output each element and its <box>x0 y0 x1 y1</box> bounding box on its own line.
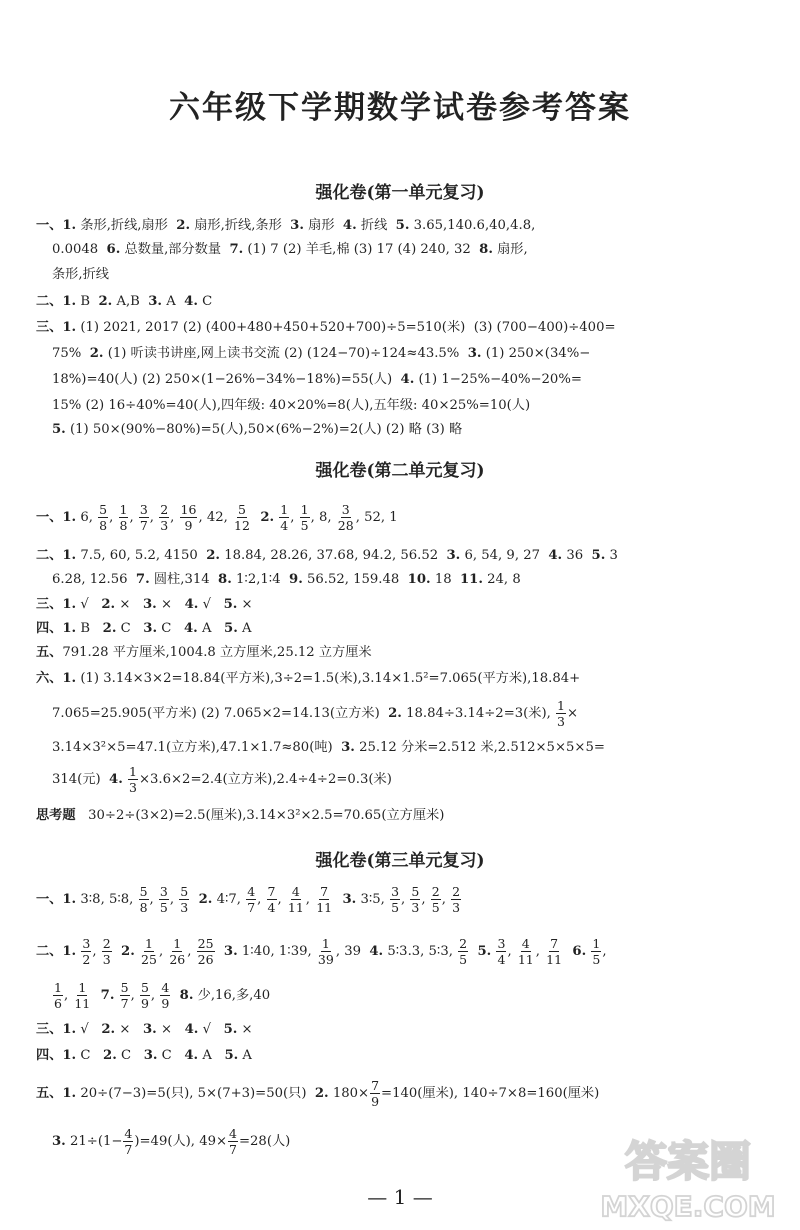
u1-er <box>36 292 212 312</box>
answer-mark: × <box>119 1022 131 1037</box>
num-label: 2. <box>89 346 104 361</box>
answer-text: × <box>566 706 579 721</box>
answer-text: (1) 听读书讲座,网上读书交流 (2) (124−70)÷124≈43.5% <box>107 346 460 361</box>
num-label: 1. <box>62 218 77 233</box>
num-label: 4. <box>109 772 123 787</box>
section-heading-unit-1: 强化卷(第一单元复习) <box>315 183 485 203</box>
num-label: 8. <box>218 572 232 587</box>
answer-text: (3) (700−400)÷400= <box>473 320 616 335</box>
answer-text: 折线 <box>360 218 388 233</box>
num-label: 3. <box>142 1022 157 1037</box>
u2-liu-line-1 <box>36 669 580 689</box>
fraction: $\frac{5}{8}$ <box>99 502 108 533</box>
u2-wu <box>36 643 372 663</box>
num-label: 1. <box>62 1048 77 1063</box>
watermark-text: 答案圈 <box>624 1137 752 1186</box>
num-label: 2. <box>98 294 113 309</box>
answer-text: (1) 250×(34%− <box>485 346 591 361</box>
num-label: 3. <box>446 548 461 563</box>
num-label: 4. <box>342 218 357 233</box>
num-label: 2. <box>103 1048 117 1063</box>
u3-wu-line-1 <box>36 1076 599 1112</box>
fraction: $\frac{1}{4}$ <box>280 502 289 533</box>
num-label: 7. <box>100 988 115 1003</box>
answer-text: =28(人) <box>238 1134 291 1149</box>
fraction: $\frac{7}{11}$ <box>546 936 563 967</box>
answer-mark: × <box>160 1022 173 1037</box>
num-label: 9. <box>289 572 303 587</box>
fraction: $\frac{1}{26}$ <box>169 936 186 967</box>
answer-text: B <box>80 621 91 636</box>
fraction: $\frac{1}{8}$ <box>119 502 128 533</box>
fraction: $\frac{4}{9}$ <box>161 980 170 1011</box>
answer-text: A <box>201 621 212 636</box>
answer-text: 扇形 <box>308 218 335 233</box>
answer-mark: × <box>241 1022 253 1037</box>
num-label: 7. <box>229 242 244 257</box>
item-label: 一、 <box>36 892 63 907</box>
num-label: 4. <box>184 1048 199 1063</box>
answer-text: 扇形, <box>497 242 528 257</box>
answer-text: 56.52, 159.48 <box>307 572 400 587</box>
fraction: $\frac{16}{9}$ <box>180 502 197 533</box>
u2-si <box>36 619 252 639</box>
answer-text: 18 <box>434 572 452 587</box>
num-label: 1. <box>62 320 77 335</box>
u3-san <box>36 1020 253 1040</box>
answer-mark: √ <box>202 1022 211 1037</box>
answer-text: 39 <box>344 944 361 959</box>
fraction: $\frac{5}{9}$ <box>140 980 149 1011</box>
num-label: 2. <box>314 1086 329 1101</box>
num-label: 3. <box>148 294 163 309</box>
page-title: 六年级下学期数学试卷参考答案 <box>169 90 631 126</box>
section-heading-unit-3: 强化卷(第三单元复习) <box>315 851 485 871</box>
fraction: $\frac{2}{5}$ <box>459 936 468 967</box>
answer-text: 圆柱,314 <box>153 572 210 587</box>
num-label: 1. <box>62 1086 77 1101</box>
fraction: $\frac{2}{3}$ <box>452 884 461 915</box>
answer-text: 0.0048 <box>52 242 99 257</box>
answer-text: 5∶3.3, 5∶3, <box>387 944 453 959</box>
fraction: $\frac{1}{5}$ <box>300 502 309 533</box>
page-number: — 1 — <box>367 1185 433 1209</box>
answer-text: B <box>80 294 91 309</box>
answer-text: 8, <box>318 510 332 525</box>
item-label: 五、 <box>36 1086 63 1101</box>
answer-text: 75% <box>52 346 82 361</box>
answer-text: 6, 54, 9, 27 <box>464 548 540 563</box>
num-label: 3. <box>467 346 482 361</box>
num-label: 2. <box>101 1022 116 1037</box>
num-label: 2. <box>206 548 220 563</box>
answer-text: 18%)=40(人) (2) 250×(1−26%−34%−18%)=55(人) <box>52 372 393 387</box>
num-label: 5. <box>395 218 410 233</box>
num-label: 3. <box>290 218 304 233</box>
fraction: $\frac{1}{3}$ <box>129 764 137 795</box>
u3-er-line-2: $\frac{1}{6}$ , $\frac{1}{11}$ 7. $\frac{5}{7}$ , $\frac{5}{9}$ , $\frac{4}{9}$ 8. 少,16,多,40 <box>54 980 271 1011</box>
item-label: 思考题 <box>36 808 76 823</box>
answer-text: 1∶40, 1∶39, <box>241 944 312 959</box>
num-label: 2. <box>260 510 275 525</box>
answer-text: 3.14×3²×5=47.1(立方米),47.1×1.7≈80(吨) <box>52 740 333 755</box>
num-label: 1. <box>62 944 77 959</box>
u2-liu-line-3 <box>52 738 605 758</box>
fraction: $\frac{3}{7}$ <box>139 502 148 533</box>
fraction: $\frac{5}{8}$ <box>139 884 148 915</box>
u2-er-line-2 <box>52 570 521 590</box>
u1-line-3 <box>52 265 109 285</box>
u1-san-line-5 <box>52 420 462 440</box>
fraction: $\frac{4}{7}$ <box>229 1126 237 1157</box>
num-label: 1. <box>62 1022 77 1037</box>
answer-text: 25.12 分米=2.512 米,2.512×5×5×5= <box>359 740 605 755</box>
u1-line-1 <box>36 216 535 236</box>
u2-liu-line-2 <box>52 698 578 730</box>
answer-text: 3∶5, <box>360 892 385 907</box>
answer-text: 3 <box>609 548 618 563</box>
watermark-domain: MXQE.COM <box>600 1190 776 1223</box>
answer-text: )=49(人), 49× <box>134 1134 228 1149</box>
fraction: $\frac{4}{7}$ <box>124 1126 133 1157</box>
answer-text: (1) 50×(90%−80%)=5(人),50×(6%−2%)=2(人) (2) 略 (3) 略 <box>69 422 463 437</box>
num-label: 7. <box>135 572 150 587</box>
fraction: $\frac{2}{3}$ <box>102 936 111 967</box>
fraction: $\frac{2}{3}$ <box>160 502 169 533</box>
num-label: 3. <box>142 597 157 612</box>
fraction: $\frac{1}{6}$ <box>54 980 62 1011</box>
fraction: $\frac{5}{3}$ <box>411 884 420 915</box>
num-label: 1. <box>62 892 77 907</box>
num-label: 5. <box>224 621 238 636</box>
num-label: 8. <box>179 988 194 1003</box>
fraction: $\frac{1}{25}$ <box>141 936 157 967</box>
answer-text: 条形,折线 <box>52 267 109 282</box>
num-label: 5. <box>223 1022 238 1037</box>
num-label: 3. <box>223 944 238 959</box>
answer-text: 30÷2÷(3×2)=2.5(厘米),3.14×3²×2.5=70.65(立方厘米) <box>88 808 445 823</box>
answer-text: 21÷(1− <box>69 1134 123 1149</box>
answer-text: 180× <box>332 1086 370 1101</box>
answer-mark: √ <box>80 1022 89 1037</box>
answer-text: C <box>120 621 131 636</box>
answer-text: 6.28, 12.56 <box>52 572 128 587</box>
answer-text: 6, <box>80 510 93 525</box>
answer-text: C <box>161 1048 172 1063</box>
u2-liu-line-4 <box>52 764 392 796</box>
fraction: $\frac{7}{4}$ <box>267 884 276 915</box>
answer-text: ×3.6×2=2.4(立方米),2.4÷4÷2=0.3(米) <box>138 772 392 787</box>
answer-text: (1) 7 (2) 羊毛,棉 (3) 17 (4) 240, 32 <box>247 242 471 257</box>
num-label: 6. <box>572 944 587 959</box>
num-label: 1. <box>62 294 77 309</box>
num-label: 4. <box>184 597 199 612</box>
fraction: $\frac{4}{7}$ <box>247 884 256 915</box>
u3-yi: 一、1. 3∶8, 5∶8, $\frac{5}{8}$ , $\frac{3}{5}$ , $\frac{5}{3}$ 2. 4∶7, $\frac{4}{7}$ , $\frac{7}{4}$ , $\frac{4}{11}$ , $\frac{7}{11}$ 3. 3∶5, $\frac{3}{5}$ , $\frac{5}{3}$ , $\frac{2}{5}$ , $\frac{2}{3}$ <box>36 884 461 915</box>
u2-san <box>36 595 253 615</box>
answer-text: A,B <box>116 294 140 309</box>
num-label: 2. <box>121 944 135 959</box>
item-label: 五、 <box>36 645 63 660</box>
item-label: 一、 <box>36 218 63 233</box>
answer-text: C <box>80 1048 91 1063</box>
answer-text: 条形,折线,扇形 <box>80 218 168 233</box>
u3-si <box>36 1046 252 1066</box>
fraction: $\frac{4}{11}$ <box>287 884 304 915</box>
u1-san-line-2 <box>52 344 590 364</box>
section-heading-unit-2: 强化卷(第二单元复习) <box>315 461 485 481</box>
answer-mark: √ <box>80 597 89 612</box>
u1-san-line-4 <box>52 396 530 416</box>
u1-line-2 <box>52 240 528 260</box>
answer-text: 36 <box>566 548 584 563</box>
item-label: 三、 <box>36 1022 63 1037</box>
answer-text: A <box>242 621 252 636</box>
answer-text: C <box>202 294 213 309</box>
answer-text: 18.84÷3.14÷2=3(米), <box>406 706 551 721</box>
num-label: 6. <box>106 242 121 257</box>
num-label: 3. <box>341 740 355 755</box>
answer-text: 7.5, 60, 5.2, 4150 <box>80 548 198 563</box>
answer-text: 1∶2,1∶4 <box>236 572 281 587</box>
num-label: 1. <box>62 510 77 525</box>
answer-mark: × <box>160 597 173 612</box>
answer-text: 总数量,部分数量 <box>124 242 222 257</box>
num-label: 1. <box>62 548 77 563</box>
u2-think <box>36 806 444 826</box>
fraction: $\frac{3}{28}$ <box>337 502 354 533</box>
fraction: $\frac{3}{5}$ <box>391 884 400 915</box>
answer-text: =140(厘米), 140÷7×8=160(厘米) <box>381 1086 600 1101</box>
num-label: 5. <box>591 548 606 563</box>
num-label: 4. <box>183 621 198 636</box>
fraction: $\frac{1}{5}$ <box>592 936 601 967</box>
item-label: 三、 <box>36 320 63 335</box>
num-label: 11. <box>460 572 483 587</box>
num-label: 1. <box>62 671 77 686</box>
answer-text: 20÷(7−3)=5(只), 5×(7+3)=50(只) <box>80 1086 307 1101</box>
answer-text: 扇形,折线,条形 <box>194 218 282 233</box>
answer-text: A <box>202 1048 212 1063</box>
answer-text: 791.28 平方厘米,1004.8 立方厘米,25.12 立方厘米 <box>62 645 372 660</box>
fraction: $\frac{3}{2}$ <box>82 936 91 967</box>
answer-text: 18.84, 28.26, 37.68, 94.2, 56.52 <box>224 548 439 563</box>
num-label: 1. <box>62 597 77 612</box>
u3-wu-line-2 <box>52 1124 290 1160</box>
fraction: $\frac{5}{7}$ <box>120 980 129 1011</box>
fraction: $\frac{1}{39}$ <box>317 936 334 967</box>
answer-text: 7.065=25.905(平方米) (2) 7.065×2=14.13(立方米) <box>52 706 380 721</box>
answer-text: 3∶8, 5∶8, <box>80 892 134 907</box>
item-label: 四、 <box>36 621 63 636</box>
answer-text: (1) 1−25%−40%−20%= <box>418 372 582 387</box>
num-label: 10. <box>407 572 431 587</box>
watermark-logo <box>588 1130 788 1226</box>
num-label: 5. <box>223 597 238 612</box>
answer-text: 314(元) <box>52 772 101 787</box>
num-label: 3. <box>143 621 158 636</box>
fraction: $\frac{5}{12}$ <box>234 502 250 533</box>
item-label: 三、 <box>36 597 63 612</box>
u3-er-line-1: 二、1. $\frac{3}{2}$ , $\frac{2}{3}$ 2. $\frac{1}{25}$ , $\frac{1}{26}$ , $\frac{25}{26}$ 3. 1∶40, 1∶39, $\frac{1}{39}$ , 39 4. 5∶3.3, 5∶3, $\frac{2}{5}$ 5. $\frac{3}{4}$ , $\frac{4}{11}$ , $\frac{7}{11}$ 6. $\frac{1}{5}$ , <box>36 936 607 967</box>
u1-san-line-1 <box>36 318 616 338</box>
answer-text: 42, <box>206 510 228 525</box>
num-label: 3. <box>342 892 357 907</box>
fraction: $\frac{5}{3}$ <box>180 884 189 915</box>
answer-text: 15% (2) 16÷40%=40(人),四年级: 40×20%=8(人),五年级: 40×25%=10(人) <box>52 398 531 413</box>
item-label: 六、 <box>36 671 63 686</box>
fraction: $\frac{4}{11}$ <box>517 936 534 967</box>
num-label: 8. <box>479 242 493 257</box>
num-label: 2. <box>101 597 116 612</box>
fraction: $\frac{7}{11}$ <box>316 884 333 915</box>
fraction: $\frac{25}{26}$ <box>197 936 214 967</box>
item-label: 一、 <box>36 510 63 525</box>
u2-er-line-1 <box>36 546 618 566</box>
item-label: 二、 <box>36 294 63 309</box>
num-label: 2. <box>388 706 402 721</box>
fraction: $\frac{3}{4}$ <box>497 936 506 967</box>
u2-yi: 一、1. 6, $\frac{5}{8}$ , $\frac{1}{8}$ , $\frac{3}{7}$ , $\frac{2}{3}$ , $\frac{16}{9}$ , 42, $\frac{5}{12}$ 2. $\frac{1}{4}$ , $\frac{1}{5}$ , 8, $\frac{3}{28}$ , 52, 1 <box>36 502 398 533</box>
fraction: $\frac{7}{9}$ <box>371 1078 380 1109</box>
answer-text: A <box>166 294 176 309</box>
answer-text: (1) 3.14×3×2=18.84(平方米),3÷2=1.5(米),3.14×1.5²=7.065(平方米),18.84+ <box>80 671 581 686</box>
num-label: 4. <box>369 944 384 959</box>
fraction: $\frac{1}{3}$ <box>557 698 565 729</box>
answer-text: (1) 2021, 2017 (2) (400+480+450+520+700)÷5=510(米) <box>80 320 466 335</box>
fraction: $\frac{1}{11}$ <box>74 980 91 1011</box>
item-label: 二、 <box>36 944 63 959</box>
num-label: 4. <box>548 548 563 563</box>
num-label: 4. <box>400 372 415 387</box>
answer-text: 少,16,多,40 <box>197 988 271 1003</box>
num-label: 3. <box>52 1134 66 1149</box>
num-label: 4. <box>184 1022 199 1037</box>
answer-text: 24, 8 <box>487 572 521 587</box>
num-label: 5. <box>52 422 66 437</box>
num-label: 2. <box>198 892 213 907</box>
num-label: 3. <box>143 1048 158 1063</box>
num-label: 5. <box>477 944 492 959</box>
answer-mark: × <box>119 597 131 612</box>
item-label: 四、 <box>36 1048 63 1063</box>
answer-text: 52, 1 <box>364 510 398 525</box>
num-label: 2. <box>102 621 117 636</box>
num-label: 4. <box>184 294 198 309</box>
answer-text: 3.65,140.6,40,4.8, <box>413 218 536 233</box>
answer-text: 4∶7, <box>216 892 241 907</box>
num-label: 5. <box>224 1048 239 1063</box>
item-label: 二、 <box>36 548 63 563</box>
answer-mark: √ <box>202 597 211 612</box>
u1-san-line-3 <box>52 370 582 390</box>
answer-text: C <box>121 1048 132 1063</box>
fraction: $\frac{2}{5}$ <box>431 884 440 915</box>
fraction: $\frac{3}{5}$ <box>159 884 168 915</box>
answer-text: C <box>161 621 172 636</box>
num-label: 2. <box>176 218 191 233</box>
answer-text: A <box>242 1048 252 1063</box>
answer-mark: × <box>241 597 253 612</box>
num-label: 1. <box>62 621 77 636</box>
